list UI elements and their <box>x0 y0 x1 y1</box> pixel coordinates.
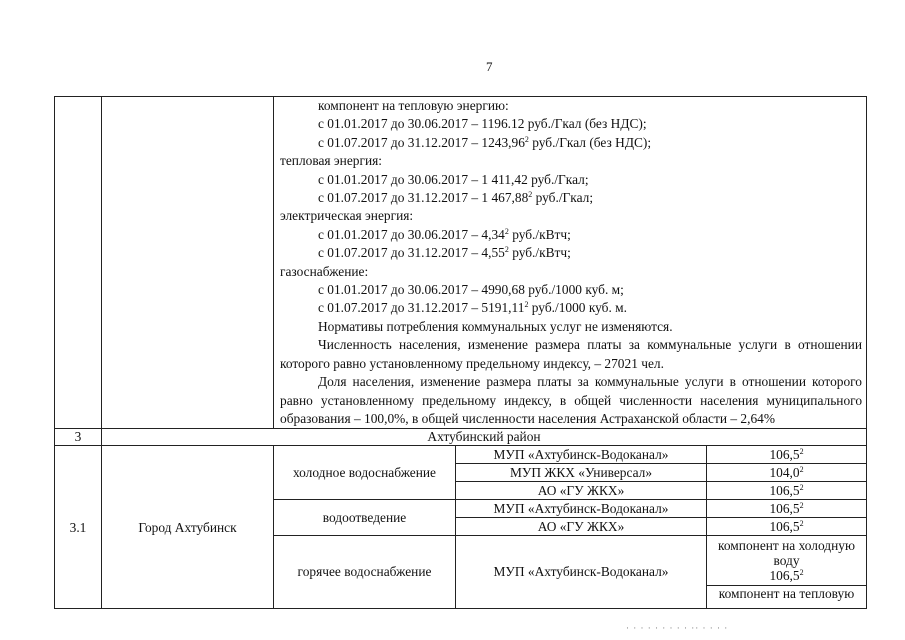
hot-water-components <box>707 536 867 609</box>
tariff-line: с 01.01.2017 до 30.06.2017 – 1196.12 руб./Гкал (без НДС); <box>318 116 647 132</box>
index-value-cell: 106,5$^2$ <box>707 482 867 500</box>
population-paragraph: Численность населения, изменение размера платы за коммунальные услуги в отношении которого равно установленному предельному индексу, – 27021 чел. <box>280 337 863 371</box>
provider-cell: АО «ГУ ЖКХ» <box>456 482 707 500</box>
service-wastewater: водоотведение <box>274 500 456 536</box>
component-heat-label: компонент на тепловую <box>707 585 866 602</box>
provider-cell: МУП «Ахтубинск-Водоканал» <box>456 500 707 518</box>
share-paragraph: Доля населения, изменение размера платы за коммунальные услуги в отношении которого равно установленному предельному индексу, в общей численности населения муниципального образования – 100,0%, в общей численности населения Астраханской области – 2,64% <box>280 374 863 426</box>
tariff-line: с 01.01.2017 до 30.06.2017 – 1 411,42 руб./Гкал; <box>318 171 589 187</box>
section-header-row <box>55 429 867 446</box>
table-row <box>55 446 867 464</box>
page-number: 7 <box>486 59 493 74</box>
section-number: 3 <box>55 429 102 446</box>
tariff-line: Нормативы потребления коммунальных услуг не изменяются. <box>318 318 673 334</box>
tariff-line: тепловая энергия: <box>280 153 383 169</box>
continuation-text <box>274 97 867 429</box>
index-value-cell: 106,5$^2$ <box>707 500 867 518</box>
tariff-line: электрическая энергия: <box>280 208 414 224</box>
tariff-line: с 01.07.2017 до 31.12.2017 – 5191,11$^2$ руб./1000 куб. м. <box>318 300 627 316</box>
provider-cell: МУП «Ахтубинск-Водоканал» <box>456 446 707 464</box>
component-cold-label: компонент на холодную воду <box>718 538 855 569</box>
tariff-line: с 01.07.2017 до 31.12.2017 – 4,55$^2$ руб./кВтч; <box>318 245 571 261</box>
provider-cell: МУП «Ахтубинск-Водоканал» <box>456 536 707 609</box>
tariff-table <box>54 96 867 609</box>
index-value-cell: 106,5$^2$ <box>707 518 867 536</box>
entry-number: 3.1 <box>55 446 102 609</box>
tariff-line: с 01.01.2017 до 30.06.2017 – 4990,68 руб./1000 куб. м; <box>318 282 624 298</box>
index-value-cell: 104,0$^2$ <box>707 464 867 482</box>
section-title: Ахтубинский район <box>102 429 867 446</box>
component-cold-value: 106,5$^2$ <box>769 568 804 584</box>
provider-cell: АО «ГУ ЖКХ» <box>456 518 707 536</box>
scan-artifact: · · · · · · · · · ·· · · · · <box>626 623 729 633</box>
cont-muni-cell <box>102 97 274 429</box>
continuation-row <box>55 97 867 429</box>
provider-cell: МУП ЖКХ «Универсал» <box>456 464 707 482</box>
tariff-line: с 01.07.2017 до 31.12.2017 – 1 467,88$^2$ руб./Гкал; <box>318 190 594 206</box>
cont-num-cell <box>55 97 102 429</box>
service-cold-water: холодное водоснабжение <box>274 446 456 500</box>
tariff-line: с 01.07.2017 до 31.12.2017 – 1243,96$^2$ руб./Гкал (без НДС); <box>318 134 652 150</box>
municipality-name: Город Ахтубинск <box>102 446 274 609</box>
tariff-line: с 01.01.2017 до 30.06.2017 – 4,34$^2$ руб./кВтч; <box>318 226 571 242</box>
tariff-line: компонент на тепловую энергию: <box>318 98 509 113</box>
index-value-cell: 106,5$^2$ <box>707 446 867 464</box>
tariff-line: газоснабжение: <box>280 263 369 279</box>
service-hot-water: горячее водоснабжение <box>274 536 456 609</box>
